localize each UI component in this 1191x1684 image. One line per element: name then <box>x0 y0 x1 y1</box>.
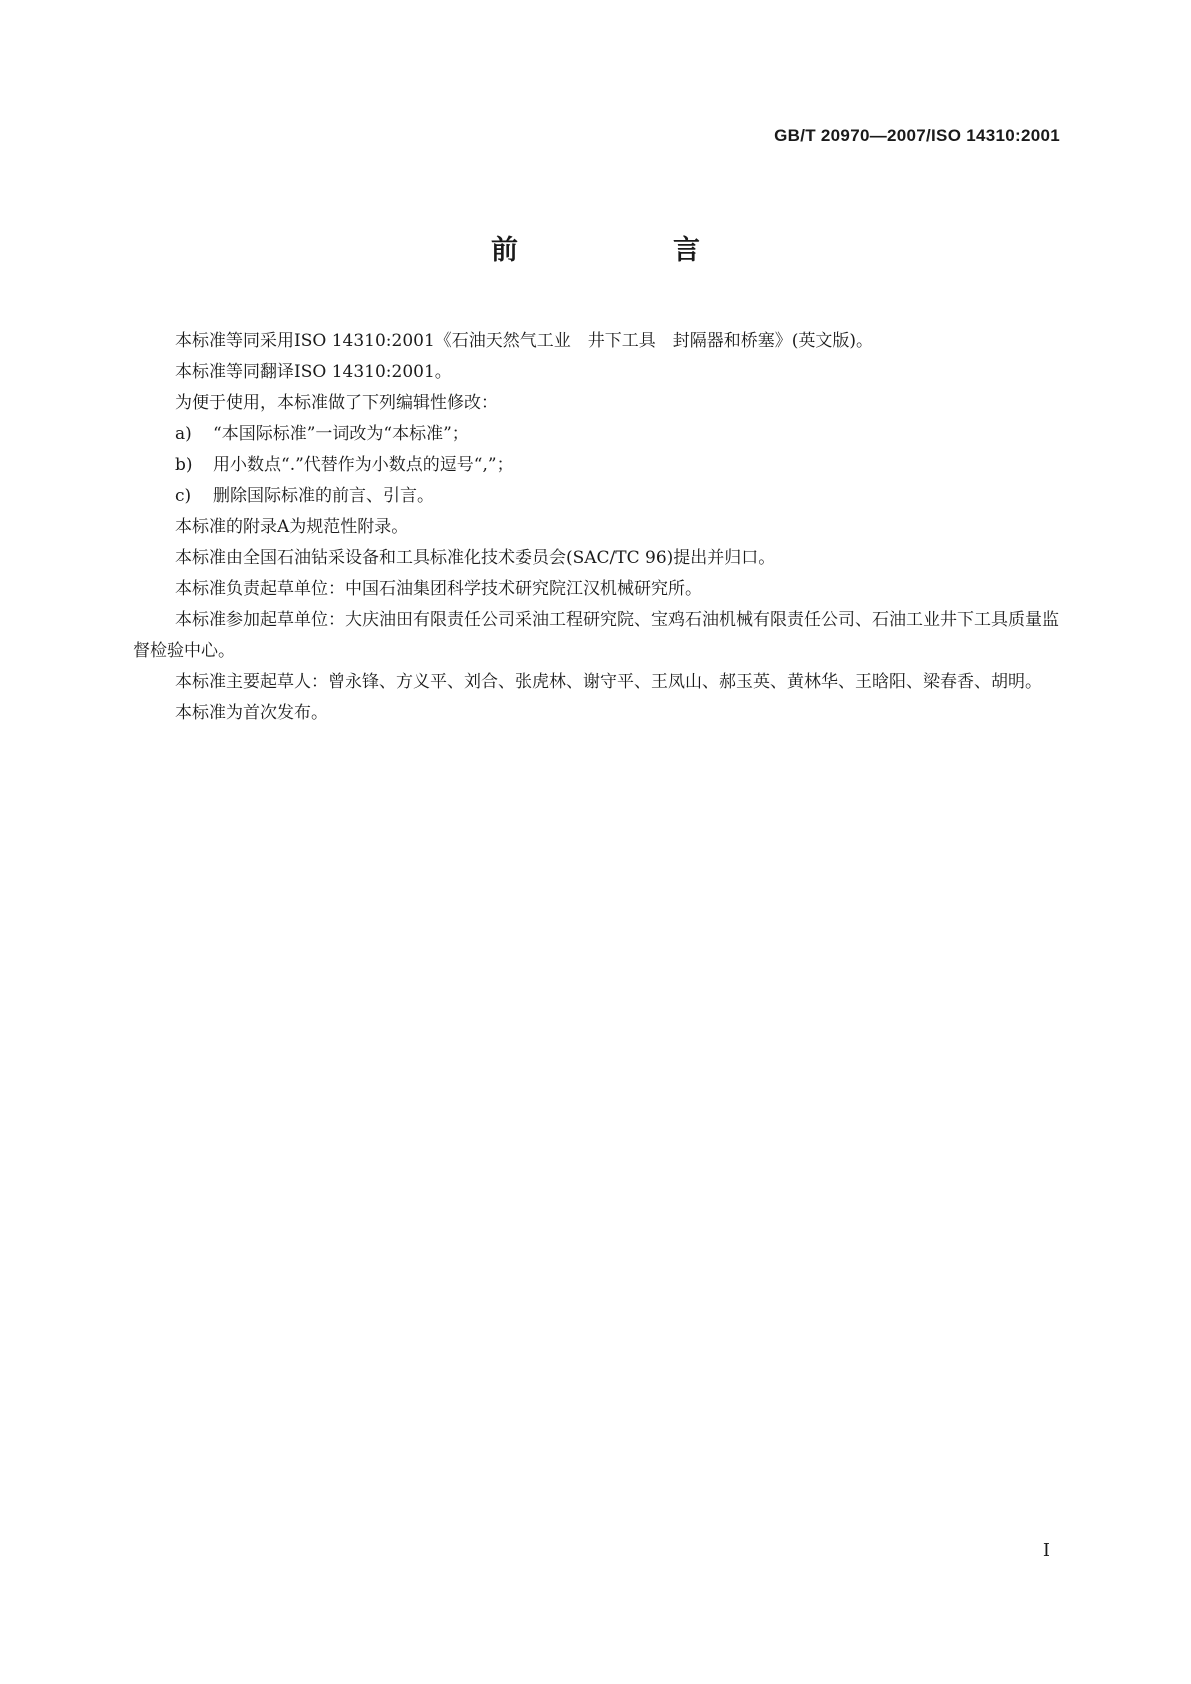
paragraph-translation: 本标准等同翻译ISO 14310:2001。 <box>175 362 452 382</box>
paragraph-main-drafters: 本标准主要起草人：曾永锋、方义平、刘合、张虎林、谢守平、王凤山、郝玉英、黄林华、王晗阳、梁春香、胡明。 <box>175 672 1042 692</box>
paragraph-lead-drafter: 本标准负责起草单位：中国石油集团科学技术研究院江汉机械研究所。 <box>175 579 702 599</box>
list-marker: c) <box>175 486 192 506</box>
foreword-body <box>133 326 1059 729</box>
paragraph-proposer: 本标准由全国石油钻采设备和工具标准化技术委员会(SAC/TC 96)提出并归口。 <box>175 548 776 568</box>
paragraph-annex: 本标准的附录A为规范性附录。 <box>175 517 409 537</box>
list-item-text: 删除国际标准的前言、引言。 <box>213 486 434 506</box>
list-item-text: 用小数点“.”代替作为小数点的逗号“,”； <box>213 455 514 475</box>
list-item-b <box>133 450 1059 481</box>
list-item-a <box>133 419 1059 450</box>
list-marker: b) <box>175 455 193 475</box>
standard-code-header: GB/T 20970—2007/ISO 14310:2001 <box>774 126 1060 145</box>
page-title: 前 言 <box>491 235 764 266</box>
paragraph-first-release: 本标准为首次发布。 <box>175 703 328 723</box>
paragraph-participating-drafters: 本标准参加起草单位：大庆油田有限责任公司采油工程研究院、宝鸡石油机械有限责任公司、石油工业井下工具质量监督检验中心。 <box>133 610 1059 661</box>
page-number: I <box>1042 1540 1050 1561</box>
paragraph-adoption: 本标准等同采用ISO 14310:2001《石油天然气工业 井下工具 封隔器和桥塞》(英文版)。 <box>175 331 874 351</box>
paragraph-edits-intro: 为便于使用，本标准做了下列编辑性修改： <box>175 393 498 413</box>
list-item-text: “本国际标准”一词改为“本标准”； <box>213 424 469 444</box>
list-item-c <box>133 481 1059 512</box>
list-marker: a) <box>175 424 192 444</box>
